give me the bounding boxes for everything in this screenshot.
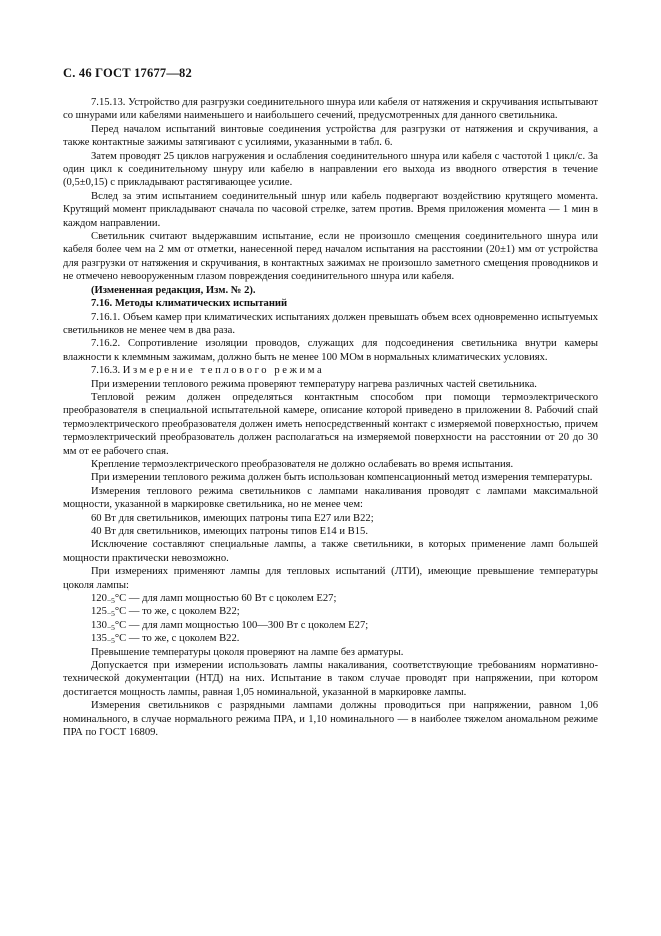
paragraph-7-15-13: 7.15.13. Устройство для разгрузки соединительного шнура или кабеля от натяжения и скручивания испытывают со шнурами или кабелями наименьшего и наибольшего сечений, предусмотренных для данного светильника. (63, 97, 598, 122)
temp-tolerance: −5 (106, 609, 115, 619)
paragraph: Измерения теплового режима светильников с лампами накаливания проводят с лампами максимальной мощности, указанной в маркировке светильника, но не менее чем: (63, 485, 598, 511)
list-item: 40 Вт для светильников, имеющих патроны типов Е14 и В15. (91, 526, 368, 537)
paragraph: Исключение составляют специальные лампы, а также светильники, в которых применение ламп большей мощности практически невозможно. (63, 539, 598, 564)
paragraph-7-16-1: 7.16.1. Объем камер при климатических испытаниях должен превышать объем всех одновременно испытуемых светильников не менее чем в два раза. (63, 311, 598, 336)
paragraph: Измерения светильников с разрядными лампами должны проводиться при напряжении, равном 1,06 номинального, в случае нормального режима ПРА, и 1,10 номинального — в наиболее тяжелом аномальном режиме ПРА по ГОСТ 16809. (63, 700, 598, 739)
document-body (63, 96, 598, 740)
temp-tolerance: −5 (106, 636, 115, 646)
clause-title-spaced: Измерение теплового режима (122, 365, 325, 377)
paragraph: Тепловой режим должен определяться контактным способом при помощи термоэлектрического преобразователя в специальной испытательной камере, описание которой приведено в приложении 8. Рабочий спай термоэлектрического преобразователя должен иметь непосредственный контакт с измеряемой поверхностью, причем термоэлектрический преобразователь должен располагаться на измеряемой поверхности на расстоянии от 20 до 30 мм от ее рабочего спая. (63, 391, 598, 457)
temperature-item (63, 592, 598, 605)
paragraph: При измерении теплового режима проверяют температуру нагрева различных частей светильника. (91, 378, 537, 390)
section-heading-7-16: 7.16. Методы климатических испытаний (91, 298, 288, 310)
paragraph: Вслед за этим испытанием соединительный шнур или кабель подвергают воздействию крутящего момента. Крутящий момент прикладывают сначала по часовой стрелке, затем против. Время приложения момента — 1 мин в каждом направлении. (63, 190, 598, 229)
temp-value: 130 (91, 619, 107, 631)
paragraph: Затем проводят 25 циклов нагружения и ослабления соединительного шнура или кабеля с частотой 1 цикл/с. За один цикл к соединительному шнуру или кабелю в направлении его выхода из вводного отверстия в течение (0,5±0,15) с прикладывают растягивающее усилие. (63, 150, 598, 189)
temp-text: °С — то же, с цоколем В22; (114, 606, 240, 618)
temp-value: 135 (91, 633, 107, 645)
page-header: С. 46 ГОСТ 17677—82 (63, 66, 192, 80)
temperature-item (63, 632, 598, 645)
paragraph: При измерении теплового режима должен быть использован компенсационный метод измерения температуры. (91, 472, 593, 484)
paragraph: Превышение температуры цоколя проверяют на лампе без арматуры. (91, 646, 404, 658)
temp-value: 125 (91, 606, 107, 618)
temp-value: 120 (91, 593, 107, 605)
temperature-item (63, 605, 598, 618)
temp-text: °С — для ламп мощностью 60 Вт с цоколем Е27; (114, 593, 337, 605)
temp-text: °С — для ламп мощностью 100—300 Вт с цоколем Е27; (114, 619, 369, 631)
paragraph: Допускается при измерении использовать лампы накаливания, соответствующие требованиям нормативно-технической документации (НТД) на них. Испытание в таком случае проводят при напряжении, при котором достигается мощность лампы, равная 1,05 номинальной, указанной в маркировке лампы. (63, 660, 598, 698)
clause-number: 7.16.3. (91, 365, 121, 377)
temp-tolerance: −5 (106, 596, 115, 606)
temperature-item (63, 619, 598, 632)
paragraph: При измерениях применяют лампы для тепловых испытаний (ЛТИ), имеющие превышение температуры цоколя лампы: (63, 566, 598, 591)
amendment-note: (Измененная редакция, Изм. № 2). (91, 284, 256, 296)
paragraph-7-16-3 (63, 364, 598, 377)
temp-text: °С — то же, с цоколем В22. (114, 633, 240, 645)
list-item: 60 Вт для светильников, имеющих патроны типа Е27 или В22; (91, 512, 374, 524)
paragraph: Светильник считают выдержавшим испытание, если не произошло смещения соединительного шнура или кабеля более чем на 2 мм от отметки, нанесенной перед началом испытания на расстоянии (20±1) мм от устройства для разгрузки от натяжения и скручивания, в контактных зажимах не произошло заметного смещения проводников и не отмечено невооруженным глазом повреждения соединительного шнура или кабеля. (63, 231, 598, 283)
paragraph: Крепление термоэлектрического преобразователя не должно ослабевать во время испытания. (91, 458, 514, 470)
temp-tolerance: −5 (106, 622, 115, 632)
paragraph-7-16-2: 7.16.2. Сопротивление изоляции проводов, служащих для подсоединения светильника внутри камеры влажности к клеммным зажимам, должно быть не менее 100 МОм в нормальных климатических условиях. (63, 338, 598, 363)
paragraph: Перед началом испытаний винтовые соединения устройства для разгрузки от натяжения и скручивания, а также контактные зажимы затягивают с усилиями, указанными в табл. 6. (63, 123, 598, 149)
